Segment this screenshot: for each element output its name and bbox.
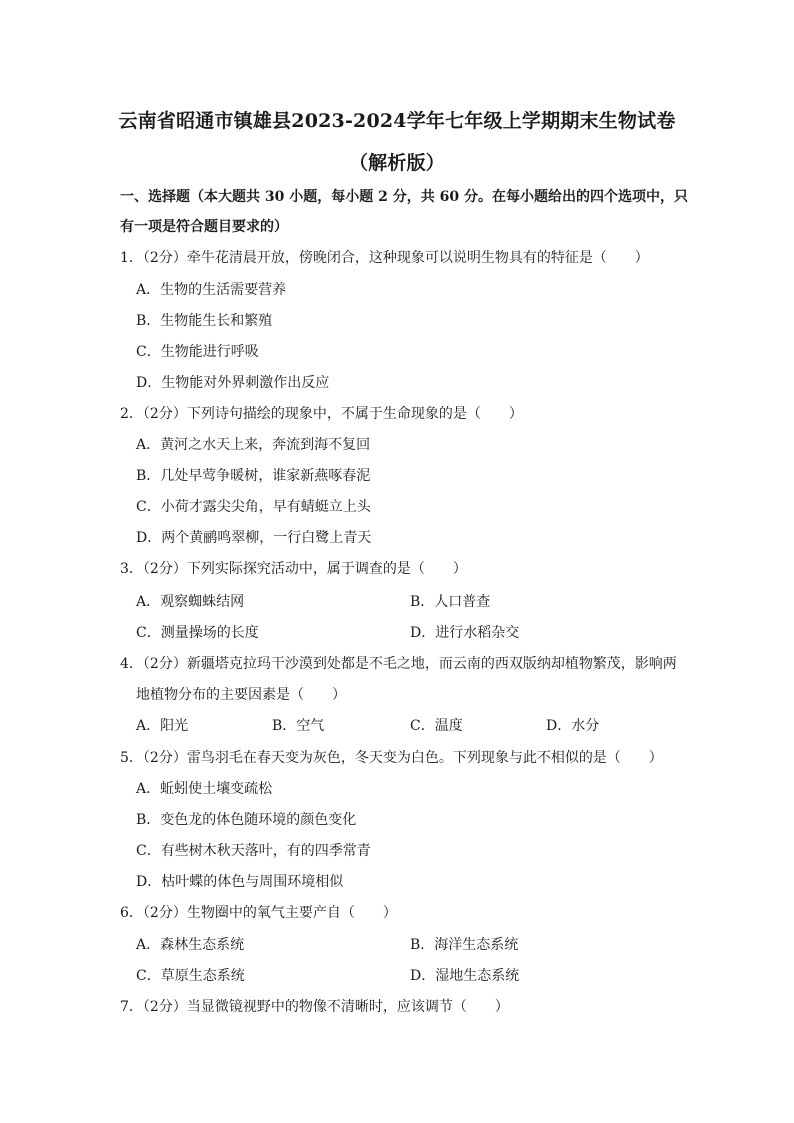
question-5-option-c: C．有些树木秋天落叶，有的四季常青 <box>136 843 371 859</box>
question-2-option-b: B．几处早莺争暖树，谁家新燕啄春泥 <box>136 468 371 484</box>
question-4-stem: 4．（2分）新疆塔克拉玛干沙漠到处都是不毛之地，而云南的西双版纳却植物繁茂，影响两 <box>120 656 677 672</box>
question-4-option-a: A．阳光 <box>136 718 189 734</box>
section-heading-cont: 有一项是符合题目要求的） <box>120 219 288 235</box>
question-6-option-b: B．海洋生态系统 <box>410 937 519 953</box>
question-5-option-a: A．蚯蚓使土壤变疏松 <box>136 781 273 797</box>
exam-subtitle: （解析版） <box>348 152 445 174</box>
question-2-stem: 2．（2分）下列诗句描绘的现象中，不属于生命现象的是（ ） <box>120 406 523 422</box>
question-5-option-d: D．枯叶蝶的体色与周围环境相似 <box>136 874 344 890</box>
question-6-option-d: D．湿地生态系统 <box>410 968 520 984</box>
question-4-option-c: C．温度 <box>410 718 463 734</box>
question-6-option-a: A．森林生态系统 <box>136 937 245 953</box>
section-heading: 一、选择题（本大题共 30 小题，每小题 2 分，共 60 分。在每小题给出的四个选项中，只 <box>120 189 688 205</box>
question-3-option-b: B．人口普查 <box>410 594 491 610</box>
question-2-option-d: D．两个黄鹂鸣翠柳，一行白鹭上青天 <box>136 530 372 546</box>
question-1-option-a: A．生物的生活需要营养 <box>136 282 287 298</box>
question-6-option-c: C．草原生态系统 <box>136 968 245 984</box>
question-3-option-c: C．测量操场的长度 <box>136 625 259 641</box>
question-1-option-b: B．生物能生长和繁殖 <box>136 313 273 329</box>
question-3-option-a: A．观察蜘蛛结网 <box>136 594 245 610</box>
question-3-option-d: D．进行水稻杂交 <box>410 625 520 641</box>
question-5-option-b: B．变色龙的体色随环境的颜色变化 <box>136 812 357 828</box>
question-4-option-d: D．水分 <box>546 718 600 734</box>
exam-title: 云南省昭通市镇雄县2023-2024学年七年级上学期期末生物试卷 <box>118 110 676 132</box>
question-2-option-a: A．黄河之水天上来，奔流到海不复回 <box>136 437 371 453</box>
question-1-option-d: D．生物能对外界刺激作出反应 <box>136 375 330 391</box>
question-2-option-c: C．小荷才露尖尖角，早有蜻蜓立上头 <box>136 499 371 515</box>
question-1-stem: 1．（2分）牵牛花清晨开放，傍晚闭合，这种现象可以说明生物具有的特征是（ ） <box>120 250 649 266</box>
question-3-stem: 3．（2分）下列实际探究活动中，属于调查的是（ ） <box>120 561 467 577</box>
question-6-stem: 6．（2分）生物圈中的氧气主要产自（ ） <box>120 905 397 921</box>
question-5-stem: 5．（2分）雷鸟羽毛在春天变为灰色，冬天变为白色。下列现象与此不相似的是（ ） <box>120 750 663 766</box>
question-4-stem-cont: 地植物分布的主要因素是（ ） <box>136 687 346 703</box>
question-4-option-b: B．空气 <box>272 718 325 734</box>
question-7-stem: 7．（2分）当显微镜视野中的物像不清晰时，应该调节（ ） <box>120 999 509 1015</box>
question-1-option-c: C．生物能进行呼吸 <box>136 344 259 360</box>
